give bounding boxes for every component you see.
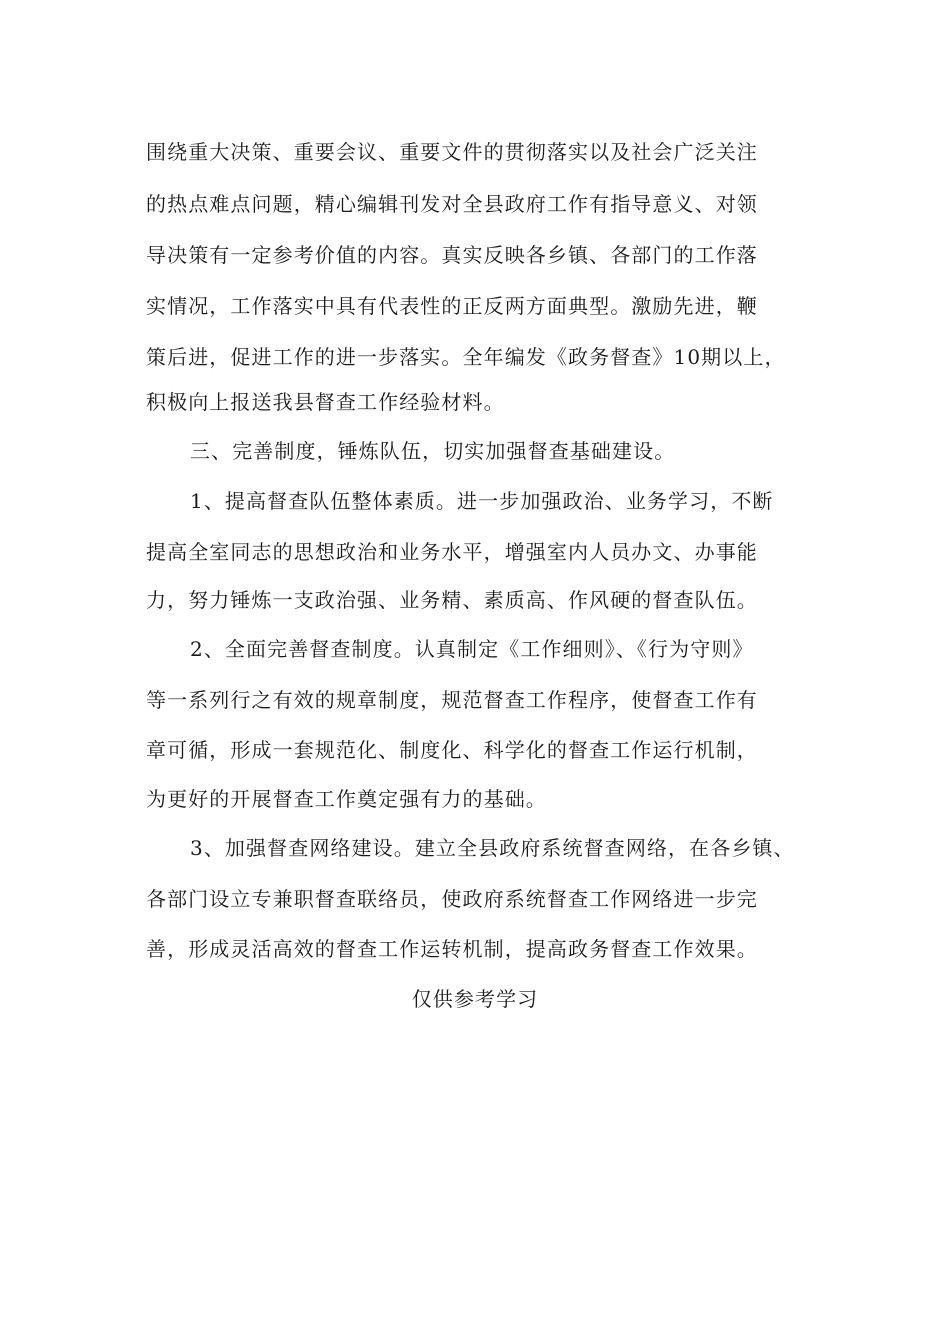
body-line-9: 提高全室同志的思想政治和业务水平，增强室内人员办文、办事能 (146, 540, 758, 564)
body-line-14: 为更好的开展督查工作奠定强有力的基础。 (146, 787, 547, 811)
section-heading-3: 三、完善制度，锤炼队伍，切实加强督查基础建设。 (190, 439, 676, 463)
body-line-4: 实情况，工作落实中具有代表性的正反两方面典型。激励先进，鞭 (146, 294, 758, 318)
body-line-3: 导决策有一定参考价值的内容。真实反映各乡镇、各部门的工作落 (146, 243, 758, 267)
body-line-16: 各部门设立专兼职督查联络员，使政府系统督查工作网络进一步完 (146, 887, 758, 911)
body-line-11: 2、全面完善督查制度。认真制定《工作细则》、《行为守则》 (190, 637, 754, 661)
body-line-10: 力，努力锤炼一支政治强、业务精、素质高、作风硬的督查队伍。 (146, 588, 758, 612)
body-line-6: 积极向上报送我县督查工作经验材料。 (146, 390, 505, 414)
body-line-5: 策后进，促进工作的进一步落实。全年编发《政务督查》10期以上， (146, 345, 786, 369)
body-line-17: 善，形成灵活高效的督查工作运转机制，提高政务督查工作效果。 (146, 937, 758, 961)
body-line-1: 围绕重大决策、重要会议、重要文件的贯彻落实以及社会广泛关注 (146, 140, 758, 164)
body-line-8: 1、提高督查队伍整体素质。进一步加强政治、业务学习，不断 (190, 489, 774, 513)
body-line-12: 等一系列行之有效的规章制度，规范督查工作程序，使督查工作有 (146, 688, 758, 712)
body-line-2: 的热点难点问题，精心编辑刊发对全县政府工作有指导意义、对领 (146, 192, 758, 216)
footer-note: 仅供参考学习 (411, 987, 539, 1011)
body-line-13: 章可循，形成一套规范化、制度化、科学化的督查工作运行机制， (146, 738, 758, 762)
body-line-15: 3、加强督查网络建设。建立全县政府系统督查网络，在各乡镇、 (190, 836, 795, 860)
